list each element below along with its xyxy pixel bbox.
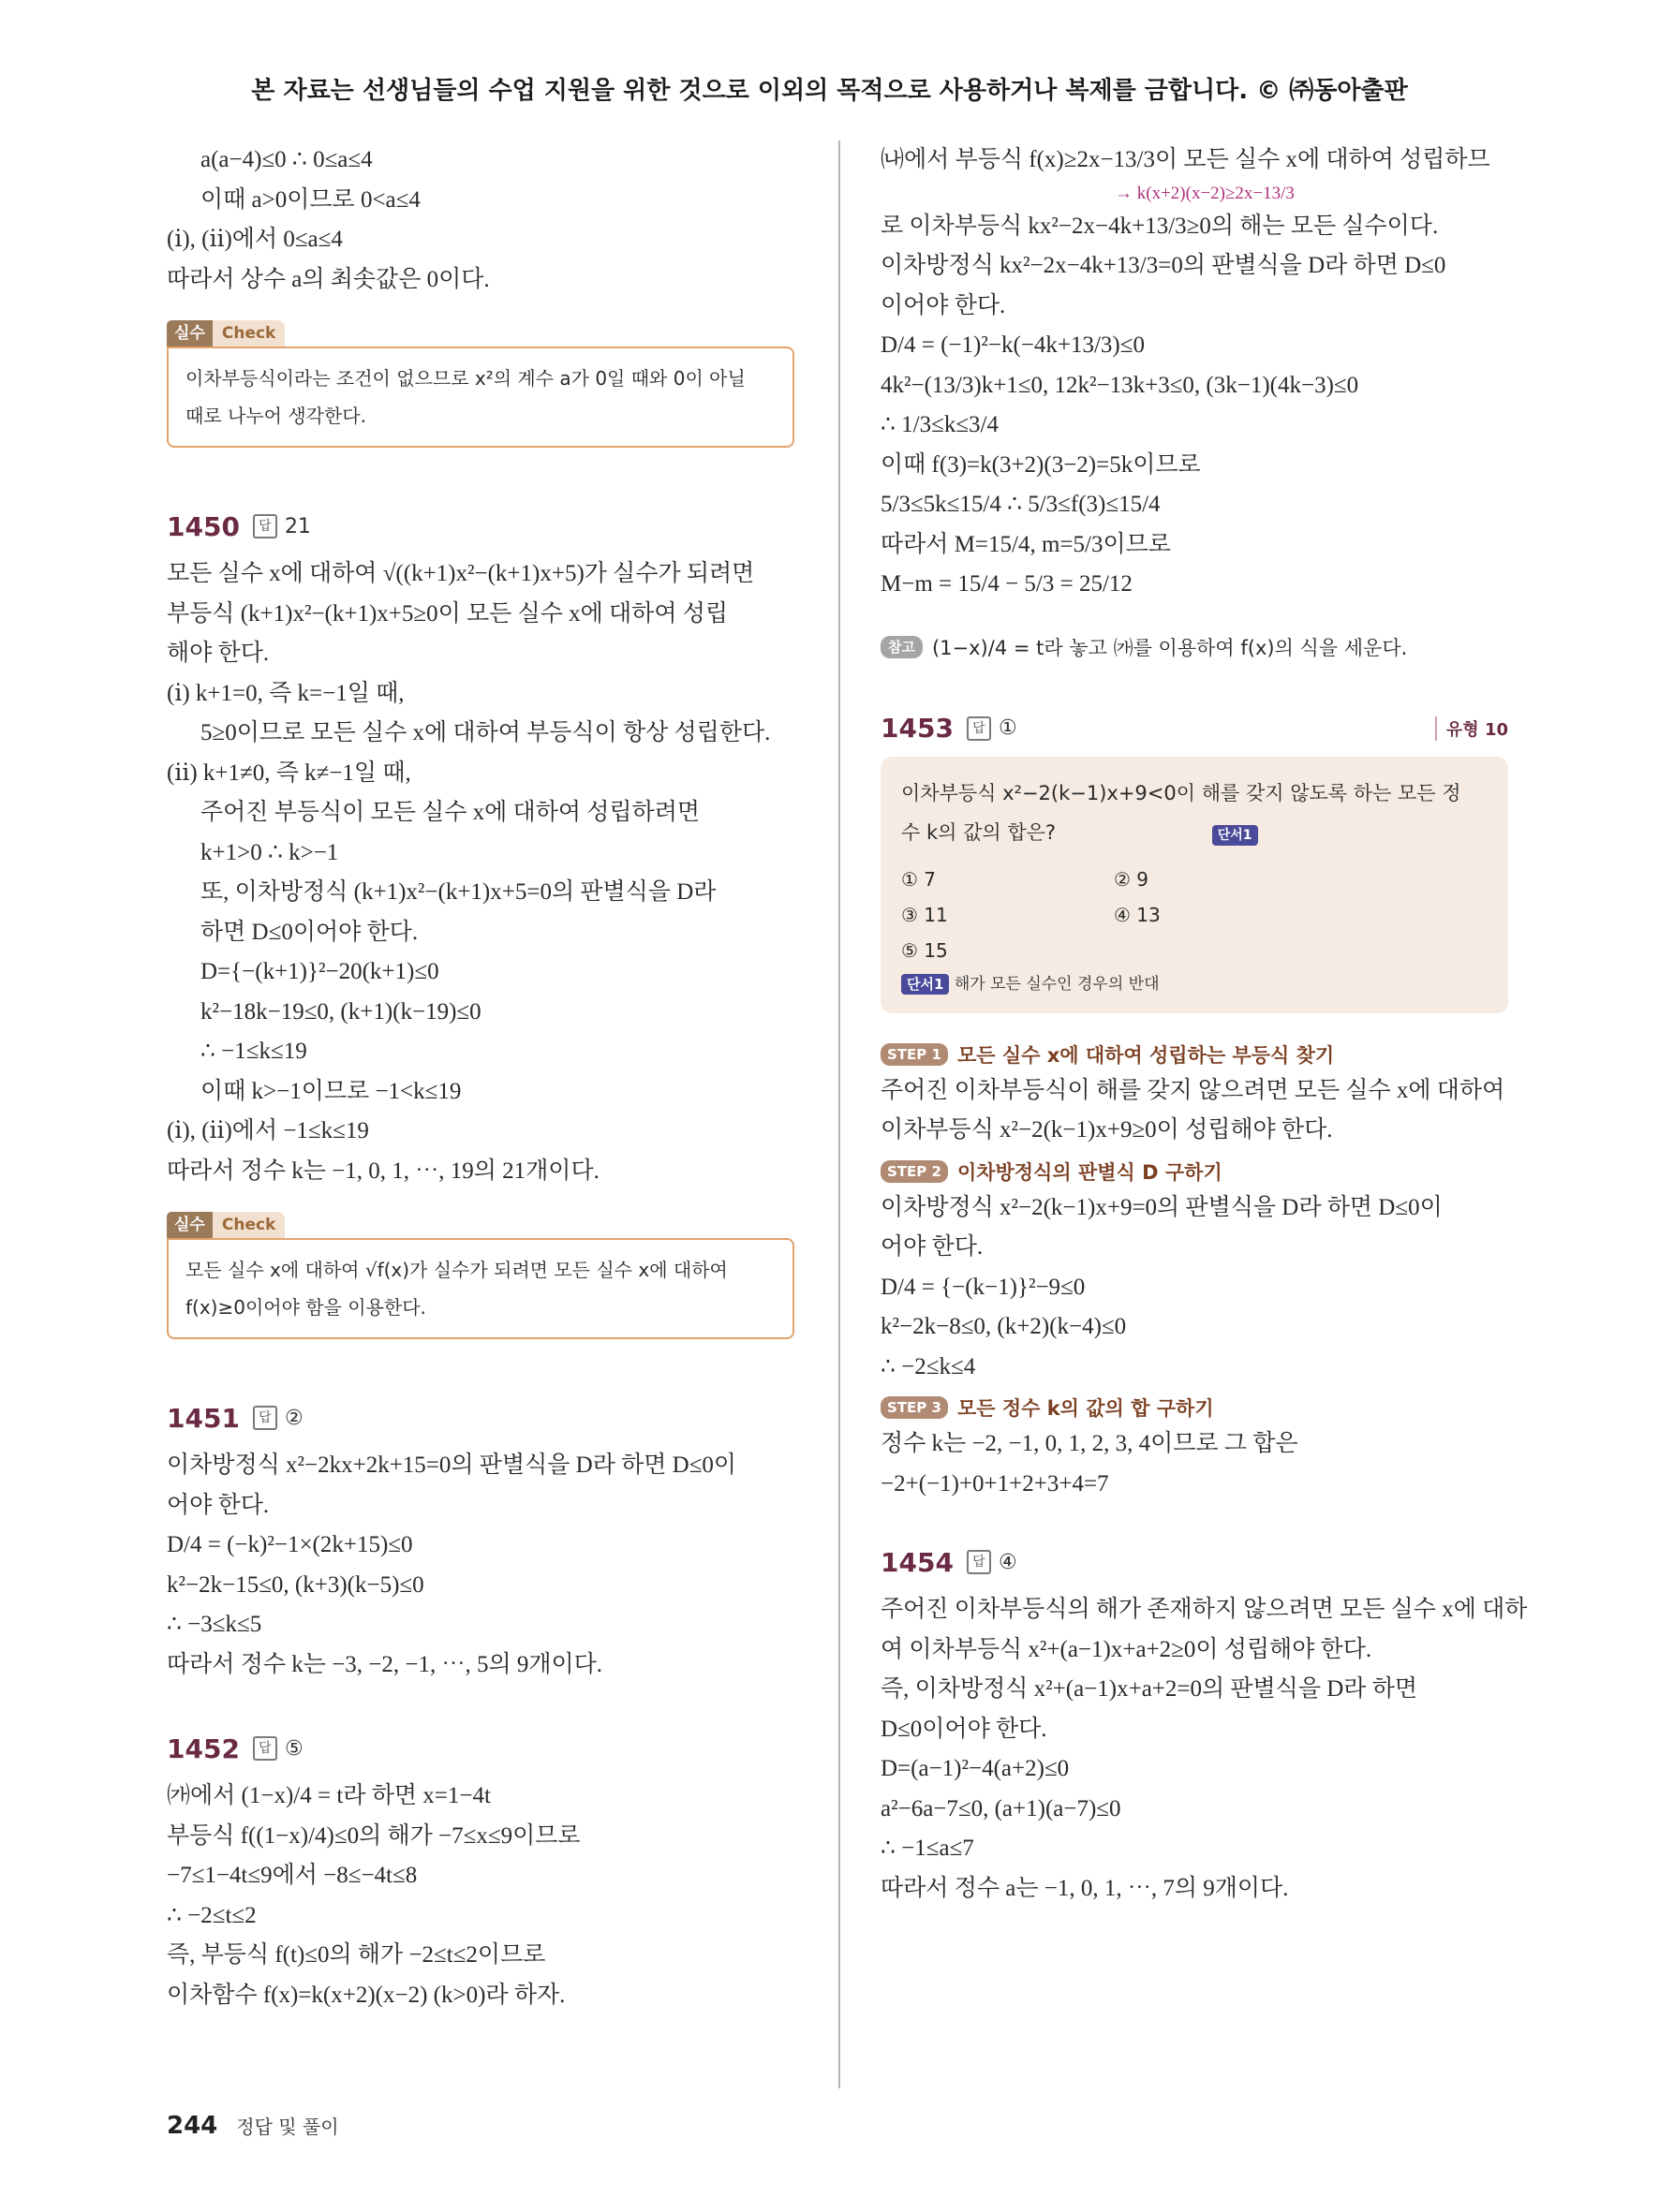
solution-line: 정수 k는 −2, −1, 0, 1, 2, 3, 4이므로 그 합은: [881, 1431, 1298, 1456]
hint-tag: 단서1: [901, 974, 949, 995]
solution-line: 5/3≤5k≤15/4 ∴ 5/3≤f(3)≤15/4: [881, 492, 1161, 517]
solution-line: (ⅱ) k+1≠0, 즉 k≠−1일 때,: [167, 759, 411, 786]
step-tag: STEP 1: [881, 1043, 948, 1066]
solution-line: 어야 한다.: [881, 1234, 984, 1260]
answer-badge: 답: [253, 1736, 277, 1761]
solution-line: k²−2k−8≤0, (k+2)(k−4)≤0: [881, 1314, 1127, 1339]
solution-line: ∴ −3≤k≤5: [167, 1612, 262, 1637]
solution-line: 이차방정식 x²−2kx+2k+15=0의 판별식을 D라 하면 D≤0이: [167, 1453, 737, 1478]
column-divider: [838, 140, 840, 2088]
check-line: 모든 실수 x에 대하여 √f(x)가 실수가 되려면 모든 실수 x에 대하여: [185, 1259, 728, 1281]
problem-number: 1450: [167, 510, 240, 542]
problem-1450-header: [167, 506, 794, 547]
step-title: 모든 정수 k의 값의 합 구하기: [956, 1397, 1214, 1420]
mistake-check-tab: [167, 1212, 285, 1238]
question-text: 수 k의 값의 합은?: [901, 820, 1057, 844]
choice-item[interactable]: ③ 11: [901, 903, 948, 926]
check-content: [167, 347, 794, 448]
solution-line: D≤0이어야 한다.: [881, 1716, 1047, 1742]
problem-type-tag: 유형 10: [1435, 716, 1508, 741]
reference-tag: 참고: [881, 636, 923, 658]
solution-line: ∴ −1≤k≤19: [200, 1039, 307, 1064]
solution-line: −7≤1−4t≤9에서 −8≤−4t≤8: [167, 1863, 418, 1888]
solution-line: 이때 a>0이므로 0<a≤4: [200, 186, 421, 213]
page-footer: [167, 2112, 339, 2140]
solution-line: 하면 D≤0이어야 한다.: [200, 919, 419, 945]
check-line: 이차부등식이라는 조건이 없으므로 x²의 계수 a가 0일 때와 0이 아닐: [185, 367, 746, 390]
solution-line: 로 이차부등식 kx²−2x−4k+13/3≥0의 해는 모든 실수이다.: [881, 213, 1439, 239]
solution-line: 따라서 정수 k는 −3, −2, −1, ⋯, 5의 9개이다.: [167, 1651, 603, 1677]
answer-badge: 답: [967, 716, 991, 741]
hint-marker: 단서1: [1212, 825, 1258, 846]
solution-line: 즉, 이차방정식 x²+(a−1)x+a+2=0의 판별식을 D라 하면: [881, 1676, 1417, 1702]
answer-value: ④: [998, 1550, 1017, 1574]
answer-value: ⑤: [284, 1736, 304, 1761]
solution-line: k+1>0 ∴ k>−1: [200, 839, 339, 865]
solution-line: a²−6a−7≤0, (a+1)(a−7)≤0: [881, 1795, 1121, 1821]
solution-line: D/4 = (−k)²−1×(2k+15)≤0: [167, 1532, 413, 1557]
check-tag: Check: [213, 1212, 286, 1238]
mistake-check-box: [167, 1212, 794, 1339]
step-tag: STEP 2: [881, 1160, 948, 1183]
mistake-tag: 실수: [167, 320, 213, 347]
solution-line: 따라서 M=15/4, m=5/3이므로: [881, 531, 1171, 557]
annotation-arrow-note: → k(x+2)(x−2)≥2x−13/3: [1115, 183, 1295, 203]
step-2-header: [881, 1155, 1508, 1188]
solution-line: −2+(−1)+0+1+2+3+4=7: [881, 1470, 1109, 1497]
problem-number: 1453: [881, 713, 954, 744]
left-column: [167, 140, 794, 2015]
question-line: [901, 813, 1488, 852]
solution-line: 이어야 한다.: [881, 292, 1006, 318]
check-line: 때로 나누어 생각한다.: [185, 405, 366, 427]
choice-item[interactable]: ④ 13: [1114, 903, 1161, 926]
solution-line: ∴ −2≤k≤4: [881, 1353, 976, 1379]
step-title: 모든 실수 x에 대하여 성립하는 부등식 찾기: [956, 1043, 1335, 1067]
solution-line: a(a−4)≤0 ∴ 0≤a≤4: [200, 147, 373, 172]
solution-line: 5≥0이므로 모든 실수 x에 대하여 부등식이 항상 성립한다.: [200, 720, 771, 745]
solution-line: 이때 f(3)=k(3+2)(3−2)=5k이므로: [881, 451, 1201, 478]
hint-text: 해가 모든 실수인 경우의 반대: [954, 974, 1160, 994]
problem-number: 1452: [167, 1733, 240, 1764]
check-content: [167, 1238, 794, 1339]
copyright-banner: 본 자료는 선생님들의 수업 지원을 위한 것으로 이외의 목적으로 사용하거나 복제를 금합니다. © ㈜동아출판: [251, 77, 1408, 105]
step-title: 이차방정식의 판별식 D 구하기: [956, 1160, 1222, 1184]
solution-line: 이때 k>−1이므로 −1<k≤19: [200, 1078, 462, 1104]
hint-line: [901, 968, 1488, 1000]
solution-line: 이차방정식 kx²−2x−4k+13/3=0의 판별식을 D라 하면 D≤0: [881, 253, 1446, 278]
answer-badge: 답: [967, 1550, 991, 1574]
answer-badge: 답: [253, 1406, 277, 1430]
solution-line: D/4 = {−(k−1)}²−9≤0: [881, 1274, 1086, 1300]
solution-line: 어야 한다.: [167, 1492, 270, 1518]
check-tag: Check: [213, 320, 286, 347]
solution-line: ∴ −1≤a≤7: [881, 1836, 974, 1861]
solution-line: 이차방정식 x²−2(k−1)x+9=0의 판별식을 D라 하면 D≤0이: [881, 1194, 1443, 1220]
question-line: 이차부등식 x²−2(k−1)x+9<0이 해를 갖지 않도록 하는 모든 정: [901, 781, 1461, 804]
problem-1454-header: [881, 1541, 1508, 1583]
solution-line: 해야 한다.: [167, 641, 270, 666]
solution-line: ㈏에서 부등식 f(x)≥2x−13/3이 모든 실수 x에 대하여 성립하므: [881, 147, 1490, 172]
solution-line: ∴ 1/3≤k≤3/4: [881, 412, 999, 437]
question-box: [881, 757, 1508, 1013]
mistake-tag: 실수: [167, 1212, 213, 1238]
solution-line: (ⅰ), (ⅱ)에서 −1≤k≤19: [167, 1118, 369, 1143]
answer-choices: [901, 862, 1488, 968]
solution-line: 따라서 상수 a의 최솟값은 0이다.: [167, 266, 490, 292]
solution-line: 부등식 (k+1)x²−(k+1)x+5≥0이 모든 실수 x에 대하여 성립: [167, 600, 729, 627]
solution-line: 주어진 이차부등식의 해가 존재하지 않으려면 모든 실수 x에 대하: [881, 1597, 1528, 1622]
problem-number: 1451: [167, 1402, 240, 1434]
answer-value: ②: [284, 1406, 304, 1430]
step-1-header: [881, 1038, 1508, 1071]
step-3-header: [881, 1391, 1508, 1424]
solution-line: D/4 = (−1)²−k(−4k+13/3)≤0: [881, 332, 1145, 358]
solution-line: k²−18k−19≤0, (k+1)(k−19)≤0: [200, 998, 481, 1025]
mistake-check-tab: [167, 320, 285, 347]
check-line: f(x)≥0이어야 함을 이용한다.: [185, 1296, 426, 1319]
solution-line: D=(a−1)²−4(a+2)≤0: [881, 1756, 1070, 1781]
answer-value: 21: [284, 514, 311, 538]
problem-1452-header: [167, 1728, 794, 1769]
solution-line: 이차부등식 x²−2(k−1)x+9≥0이 성립해야 한다.: [881, 1117, 1333, 1143]
solution-line: k²−2k−15≤0, (k+3)(k−5)≤0: [167, 1571, 424, 1598]
answer-badge: 답: [253, 514, 277, 538]
solution-line: 모든 실수 x에 대하여 √((k+1)x²−(k+1)x+5)가 실수가 되려면: [167, 561, 755, 586]
choice-item[interactable]: ⑤ 15: [901, 938, 948, 962]
choice-item[interactable]: ① 7: [901, 867, 937, 891]
solution-line: 즉, 부등식 f(t)≤0의 해가 −2≤t≤2이므로: [167, 1942, 546, 1968]
solution-line: 또, 이차방정식 (k+1)x²−(k+1)x+5=0의 판별식을 D라: [200, 879, 717, 905]
solution-line: 주어진 이차부등식이 해를 갖지 않으려면 모든 실수 x에 대하여: [881, 1077, 1505, 1103]
footer-title: 정답 및 풀이: [236, 2116, 339, 2138]
answer-value: ①: [998, 716, 1017, 740]
problem-number: 1454: [881, 1546, 954, 1578]
solution-line: 부등식 f((1−x)/4)≤0의 해가 −7≤x≤9이므로: [167, 1822, 581, 1849]
solution-line: 이차함수 f(x)=k(x+2)(x−2) (k>0)라 하자.: [167, 1982, 566, 2008]
right-column: [881, 140, 1528, 1909]
solution-line: 따라서 정수 a는 −1, 0, 1, ⋯, 7의 9개이다.: [881, 1875, 1289, 1901]
page-number: 244: [167, 2112, 218, 2140]
reference-note: [881, 633, 1508, 661]
choice-item[interactable]: ② 9: [1114, 867, 1149, 891]
solution-line: ㈎에서 (1−x)/4 = t라 하면 x=1−4t: [167, 1783, 491, 1808]
problem-1453-header: [881, 708, 1508, 749]
solution-line: (ⅰ), (ⅱ)에서 0≤a≤4: [167, 227, 343, 252]
step-tag: STEP 3: [881, 1396, 948, 1419]
solution-line: 주어진 부등식이 모든 실수 x에 대하여 성립하려면: [200, 800, 701, 825]
solution-line: D={−(k+1)}²−20(k+1)≤0: [200, 959, 439, 984]
reference-text: (1−x)/4 = t라 놓고 ㈎를 이용하여 f(x)의 식을 세운다.: [931, 636, 1408, 659]
problem-1451-header: [167, 1397, 794, 1438]
solution-line: 여 이차부등식 x²+(a−1)x+a+2≥0이 성립해야 한다.: [881, 1636, 1372, 1662]
solution-line: 따라서 정수 k는 −1, 0, 1, ⋯, 19의 21개이다.: [167, 1158, 600, 1184]
solution-line: ∴ −2≤t≤2: [167, 1902, 257, 1928]
solution-line: 4k²−(13/3)k+1≤0, 12k²−13k+3≤0, (3k−1)(4k−3)≤0: [881, 372, 1359, 398]
mistake-check-box: [167, 320, 794, 448]
solution-line: M−m = 15/4 − 5/3 = 25/12: [881, 571, 1133, 597]
solution-line: (ⅰ) k+1=0, 즉 k=−1일 때,: [167, 680, 405, 706]
